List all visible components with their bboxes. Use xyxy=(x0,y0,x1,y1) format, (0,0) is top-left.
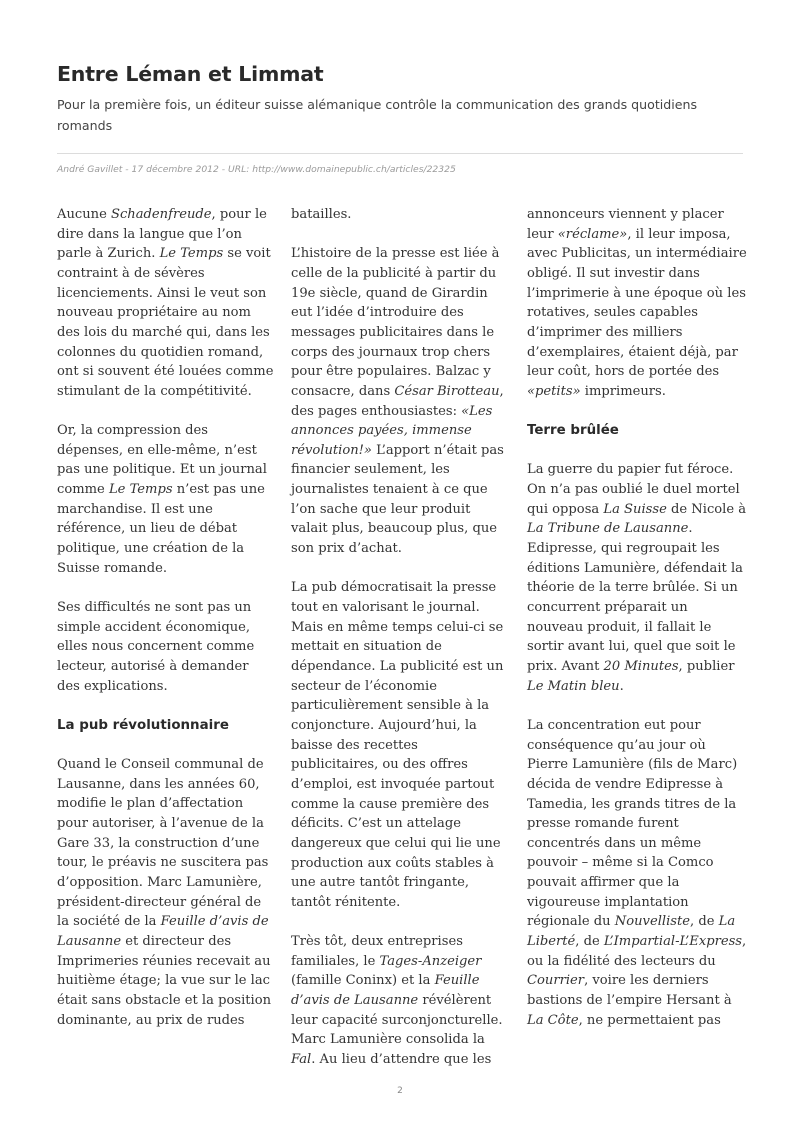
emphasis: L’Impartial-L’Express xyxy=(603,934,743,950)
paragraph: La pub démocratisait la presse tout en valorisant le journal. Mais en même temps celui-ci se mettait en situation de dépendance. La publicité est un secteur de l’économie particulièrement sensible à la conjoncture. Aujourd’hui, la baisse des recettes publicitaires, ou des offres d’emploi, est invoquée partout comme la cause première des déficits. C’est un attelage dangereux que celui qui lie une production aux coûts stables à une autre tantôt fringante, tantôt rénitente. xyxy=(291,580,504,910)
section-heading: Terre brûlée xyxy=(527,423,619,439)
paragraph: La guerre du papier fut féroce. On n’a pas oublié le duel mortel qui opposa La Suisse de Nicole à La Tribune de Lausanne. Edipresse, qui regroupait les éditions Lamunière, défendait la théorie de la terre brûlée. Si un concurrent préparait un nouveau produit, il fallait le sortir avant lui, quel que soit le prix. Avant 20 Minutes, publier Le Matin bleu. xyxy=(527,462,747,694)
paragraph: batailles. xyxy=(291,207,352,222)
paragraph: Très tôt, deux entreprises familiales, le Tages-Anzeiger (famille Coninx) et la Feuille d’avis de Lausanne révélèrent leur capacité surconjoncturelle. Marc Lamunière consolida la Fal. Au lieu d’attendre que les xyxy=(291,934,503,1068)
emphasis: La Tribune de Lausanne xyxy=(527,521,689,537)
paragraph: Aucune Schadenfreude, pour le dire dans la langue que l’on parle à Zurich. Le Temps se voit contraint à de sévères licenciements. Ainsi le veut son nouveau propriétaire au nom des lois du marché qui, dans les colonnes du quotidien romand, ont si souvent été louées comme stimulant de la compétitivité. xyxy=(57,207,274,399)
emphasis: Nouvelliste xyxy=(614,914,690,930)
article-meta: André Gavillet - 17 décembre 2012 - URL: http://www.domainepublic.ch/articles/22325 xyxy=(57,164,456,175)
article-header xyxy=(57,62,743,136)
paragraph: Or, la compression des dépenses, en elle-même, n’est pas une politique. Et un journal comme Le Temps n’est pas une marchandise. Il est une référence, un lieu de débat politique, une création de la Suisse romande. xyxy=(57,423,267,576)
emphasis: Feuille d’avis de Lausanne xyxy=(291,973,480,1009)
emphasis: Feuille d’avis de Lausanne xyxy=(57,914,269,950)
emphasis: 20 Minutes xyxy=(603,658,679,674)
page-number: 2 xyxy=(397,1086,403,1096)
header-divider xyxy=(57,153,743,154)
emphasis: La Liberté xyxy=(527,914,736,950)
emphasis: «Les annonces payées, immense révolution!» xyxy=(291,403,493,458)
emphasis: La Suisse xyxy=(603,501,667,517)
article-title: Entre Léman et Limmat xyxy=(57,62,324,86)
emphasis: Tages-Anzeiger xyxy=(379,953,482,969)
text-column-1 xyxy=(57,205,275,1050)
paragraph: La concentration eut pour conséquence qu’au jour où Pierre Lamunière (fils de Marc) décida de vendre Edipresse à Tamedia, les grands titres de la presse romande furent concentrés dans un même pouvoir – même si la Comco pouvait affirmer que la vigoureuse implantation régionale du Nouvelliste, de La Liberté, de L’Impartial-L’Express, ou la fidélité des lecteurs du Courrier, voire les derniers bastions de l’empire Hersant à La Côte, ne permettaient pas xyxy=(527,717,747,1028)
emphasis: Le Temps xyxy=(108,482,173,498)
paragraph: L’histoire de la presse est liée à celle de la publicité à partir du 19e siècle, quand de Girardin eut l’idée d’introduire des messages publicitaires dans le corps des journaux trop chers pour être populaires. Balzac y consacre, dans César Birotteau, des pages enthousiastes: «Les annonces payées, immense révolution!» L’apport n’était pas financier seulement, les journalistes tenaient à ce que l’on sache que leur produit valait plus, beaucoup plus, que son prix d’achat. xyxy=(291,246,504,557)
emphasis: César Birotteau xyxy=(394,383,500,399)
emphasis: «réclame» xyxy=(557,226,628,242)
emphasis: Courrier xyxy=(527,973,585,989)
text-column-2 xyxy=(291,205,509,1089)
section-heading: La pub révolutionnaire xyxy=(57,717,229,733)
emphasis: Le Temps xyxy=(159,246,224,262)
paragraph: annonceurs viennent y placer leur «réclame», il leur imposa, avec Publicitas, un intermédiaire obligé. Il sut investir dans l’imprimerie à une époque où les rotatives, seules capables d’imprimer des milliers d’exemplaires, étaient déjà, par leur coût, hors de portée des «petits» imprimeurs. xyxy=(527,207,747,399)
paragraph: Ses difficultés ne sont pas un simple accident économique, elles nous concernent comme lecteur, autorisé à demander des explications. xyxy=(57,600,255,694)
article-subtitle: Pour la première fois, un éditeur suisse alémanique contrôle la communication des grands quotidiens romands xyxy=(57,97,698,133)
emphasis: La Côte xyxy=(527,1012,579,1028)
emphasis: Schadenfreude xyxy=(111,207,212,222)
emphasis: Le Matin bleu xyxy=(527,678,620,694)
paragraph: Quand le Conseil communal de Lausanne, dans les années 60, modifie le plan d’affectation pour autoriser, à l’avenue de la Gare 33, la construction d’une tour, le préavis ne suscitera pas d’opposition. Marc Lamunière, président-directeur général de la société de la Feuille d’avis de Lausanne et directeur des Imprimeries réunies recevait au huitième étage; la vue sur le lac était sans obstacle et la position dominante, au prix de rudes xyxy=(57,757,272,1028)
emphasis: «petits» xyxy=(527,383,581,399)
text-column-3 xyxy=(527,205,747,1050)
emphasis: Fal xyxy=(291,1052,312,1068)
